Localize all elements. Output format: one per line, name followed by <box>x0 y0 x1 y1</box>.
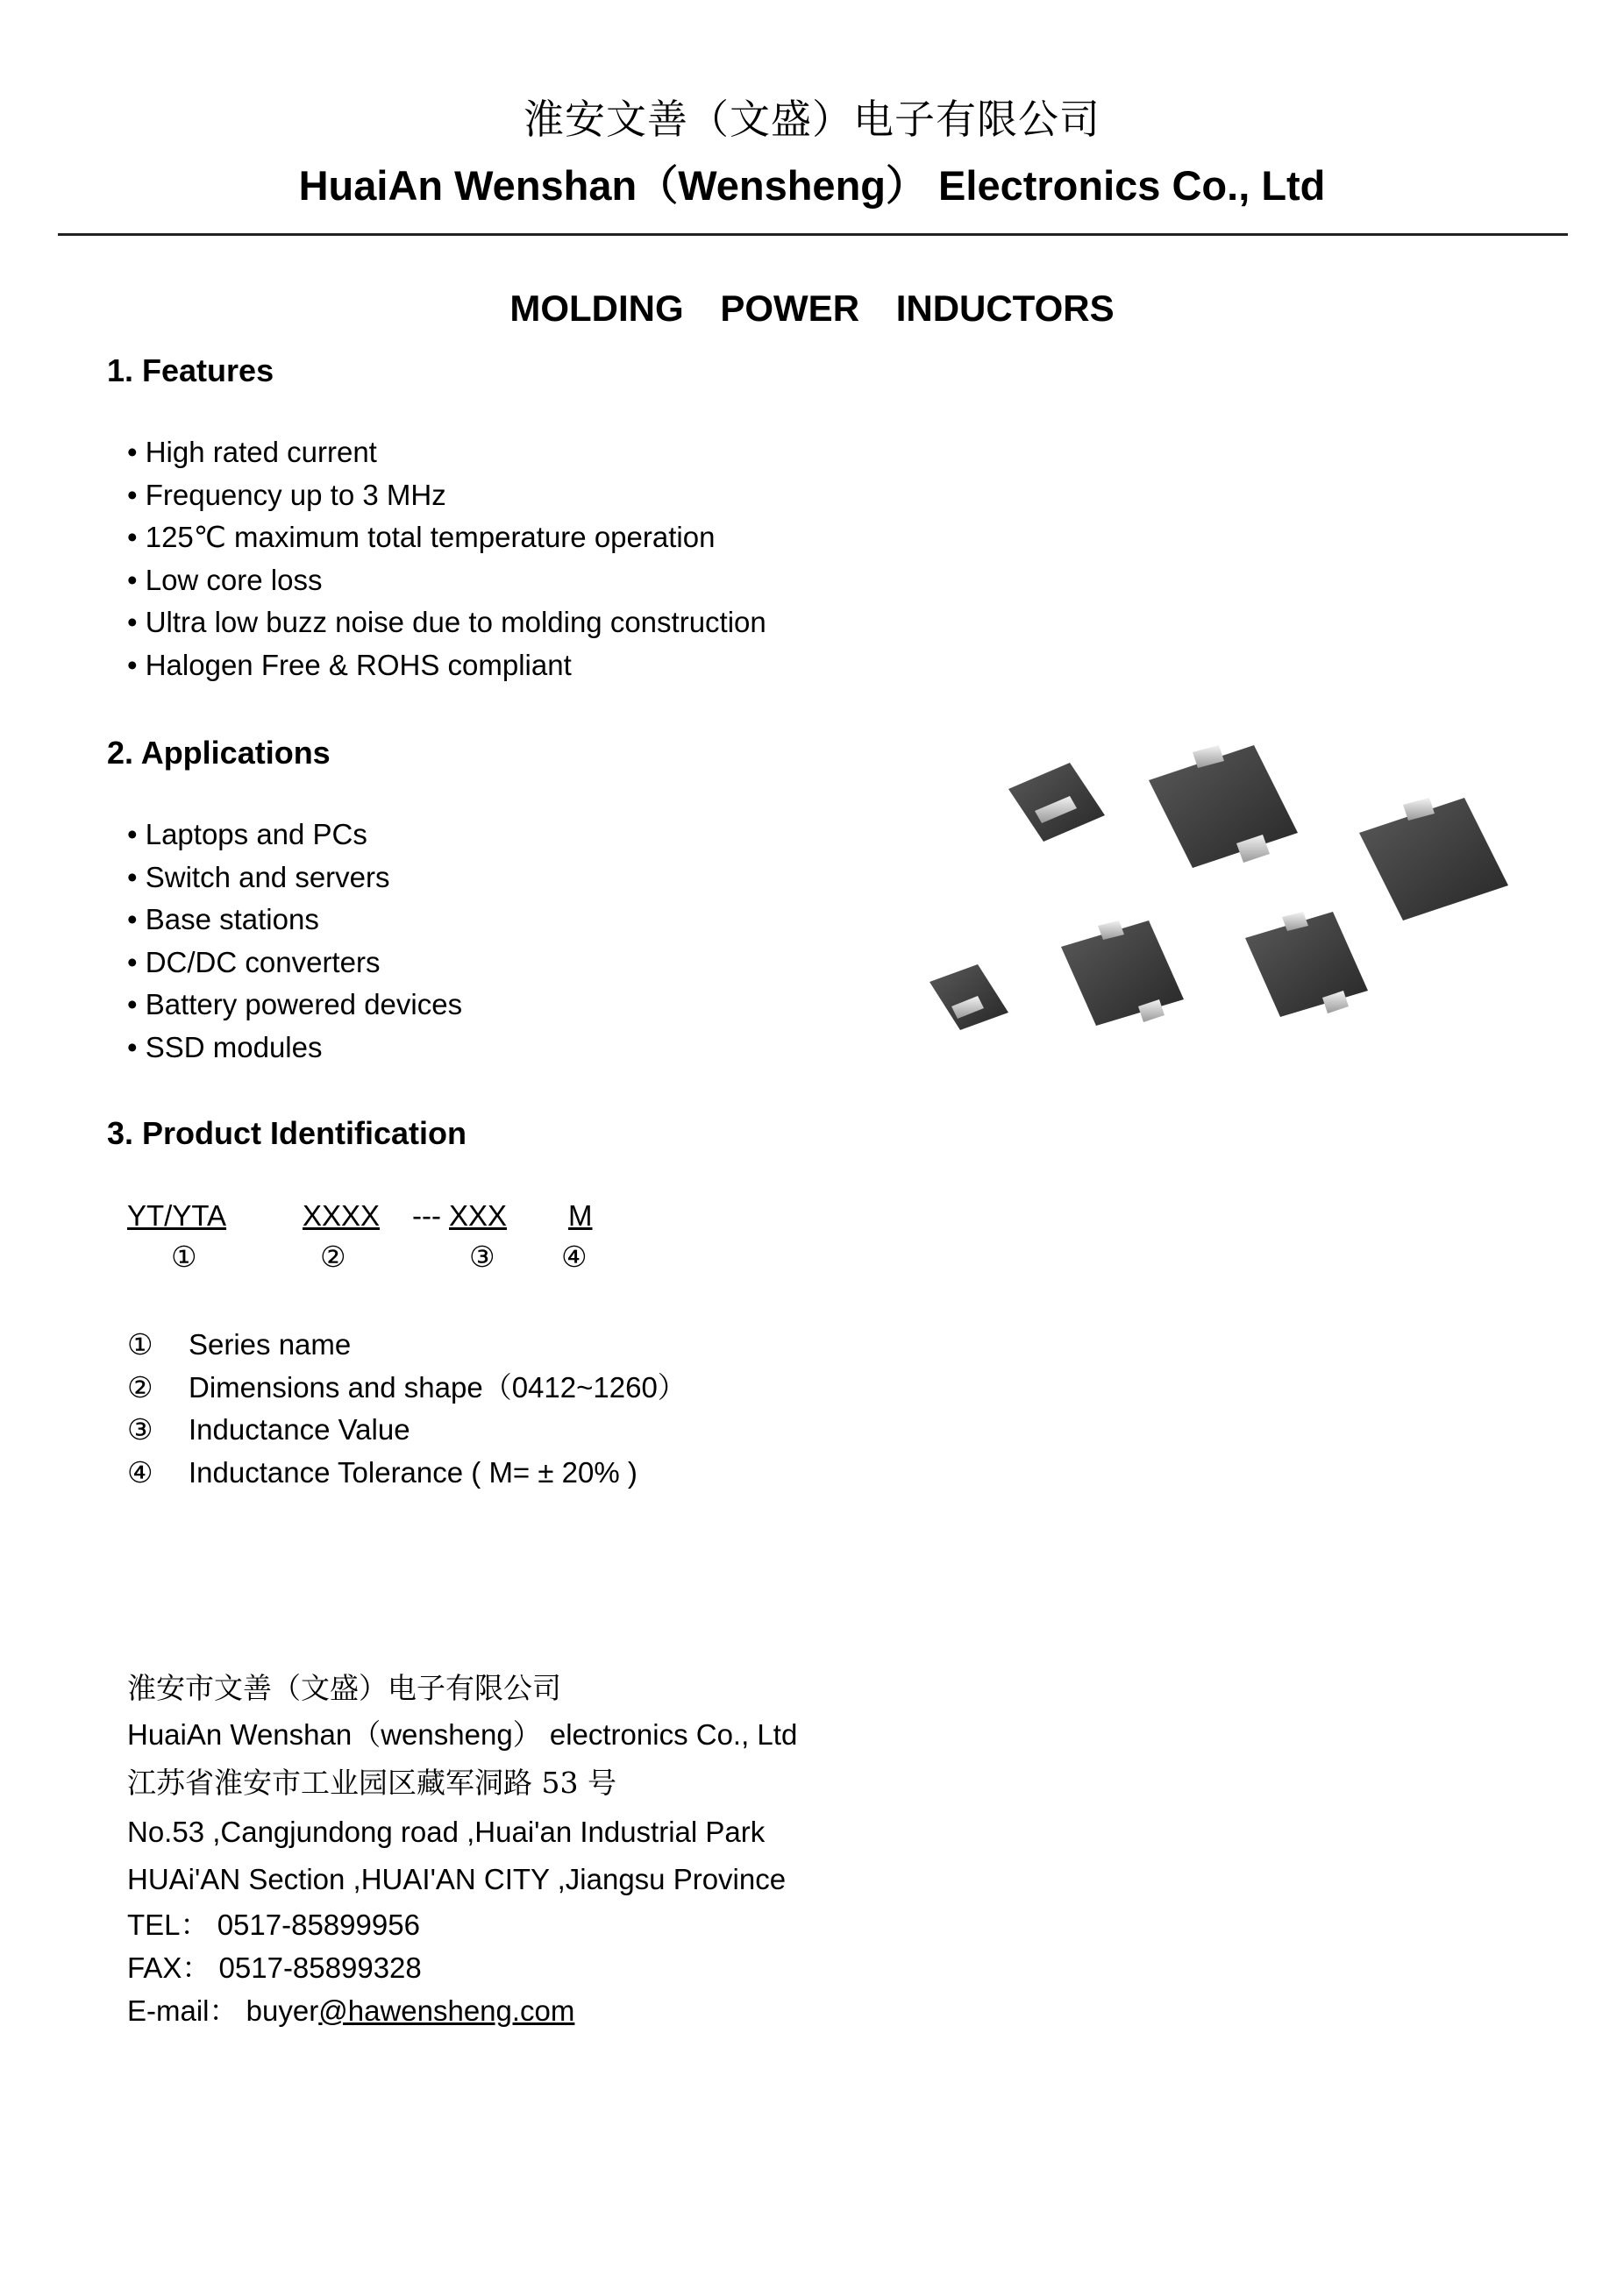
list-item: • Switch and servers <box>127 860 390 893</box>
contact-address-line-1: No.53 ,Cangjundong road ,Huai'an Industrial Park <box>127 1816 766 1848</box>
contact-address-line-2: HUAi'AN Section ,HUAI'AN CITY ,Jiangsu Province <box>127 1863 787 1895</box>
list-item: • High rated current <box>127 436 377 468</box>
code-dimensions: XXXX <box>303 1199 381 1232</box>
legend-number: ③ <box>127 1413 153 1446</box>
list-item: • Battery powered devices <box>127 988 463 1020</box>
legend-number: ④ <box>127 1455 153 1489</box>
legend-number: ① <box>127 1328 153 1361</box>
list-item: • Halogen Free & ROHS compliant <box>127 648 572 681</box>
marker-3: ③ <box>469 1240 495 1273</box>
code-inductance: XXX <box>449 1199 508 1232</box>
contact-tel: TEL： 0517-85899956 <box>127 1909 420 1941</box>
legend-text: Dimensions and shape（0412~1260） <box>189 1370 687 1404</box>
applications-list <box>127 814 462 1069</box>
legend-text: Series name <box>189 1328 352 1361</box>
list-item: • Ultra low buzz noise due to molding construction <box>127 606 766 638</box>
code-tolerance: M <box>568 1199 593 1232</box>
applications-heading: 2. Applications <box>107 735 331 771</box>
inductor-large-1 <box>1149 745 1298 868</box>
email-link[interactable]: @hawensheng.com <box>318 1994 575 2027</box>
contact-company-chinese: 淮安市文善（文盛）电子有限公司 <box>127 1671 561 1705</box>
code-separator: --- <box>412 1199 441 1232</box>
inductor-small-1 <box>1008 763 1105 842</box>
list-item: • Frequency up to 3 MHz <box>127 478 446 511</box>
company-name-english: HuaiAn Wenshan（Wensheng） Electronics Co., Ltd <box>298 162 1326 209</box>
list-item: • Low core loss <box>127 563 323 596</box>
document-title: MOLDING POWER INDUCTORS <box>509 288 1115 329</box>
email-label: E-mail： buyer <box>127 1994 319 2027</box>
inductor-medium-2 <box>1245 912 1368 1017</box>
contact-email <box>127 1988 574 2029</box>
header-divider <box>58 233 1568 236</box>
list-item: • SSD modules <box>127 1030 323 1063</box>
marker-4: ④ <box>561 1240 588 1273</box>
contact-fax: FAX： 0517-85899328 <box>127 1951 422 1984</box>
features-list <box>127 431 766 686</box>
inductor-medium-1 <box>1061 921 1184 1026</box>
list-item: • DC/DC converters <box>127 945 381 978</box>
legend-number: ② <box>127 1370 153 1404</box>
marker-1: ① <box>171 1240 197 1273</box>
company-name-chinese: 淮安文善（文盛）电子有限公司 <box>524 96 1100 143</box>
contact-company-english: HuaiAn Wenshan（wensheng） electronics Co., Ltd <box>127 1718 798 1751</box>
list-item: • Laptops and PCs <box>127 818 367 850</box>
legend-text: Inductance Tolerance ( M= ± 20% ) <box>189 1455 637 1489</box>
list-item: • 125℃ maximum total temperature operation <box>127 521 716 553</box>
inductor-small-2 <box>930 964 1008 1030</box>
marker-2: ② <box>320 1240 346 1273</box>
features-heading: 1. Features <box>107 352 274 388</box>
legend-text: Inductance Value <box>189 1413 410 1446</box>
contact-address-chinese: 江苏省淮安市工业园区藏军洞路 53 号 <box>127 1766 616 1800</box>
code-series: YT/YTA <box>127 1199 227 1232</box>
list-item: • Base stations <box>127 903 319 935</box>
inductor-large-2 <box>1359 798 1508 921</box>
inductor-components-photo <box>930 728 1570 1078</box>
identification-heading: 3. Product Identification <box>107 1115 467 1151</box>
